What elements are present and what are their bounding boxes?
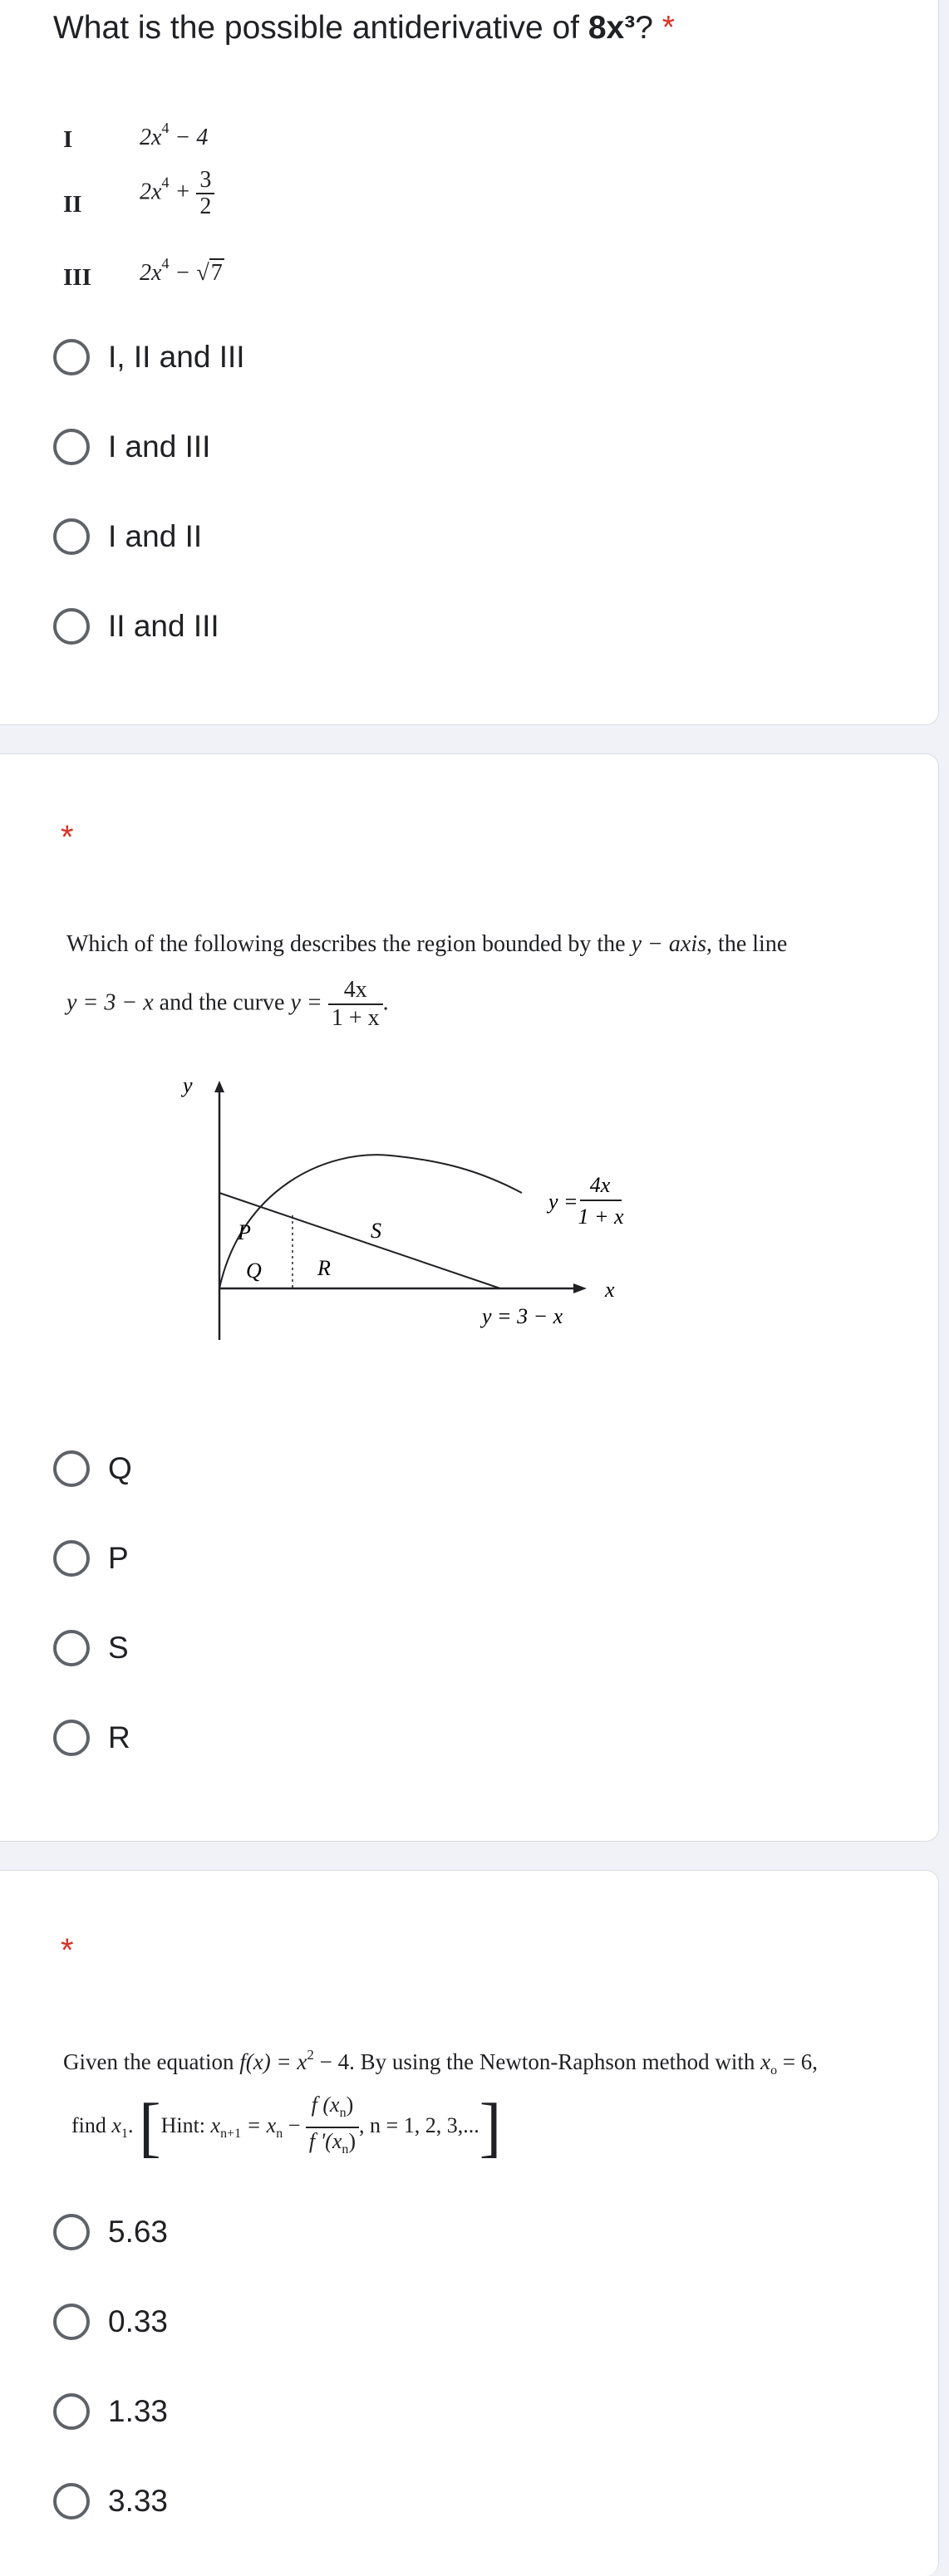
option-i-iii[interactable]: I and III — [53, 422, 801, 472]
question-card-2 — [0, 753, 939, 1842]
question-card-1 — [0, 0, 939, 725]
option-3-33[interactable]: 3.33 — [53, 2476, 801, 2526]
region-label-q: Q — [246, 1259, 262, 1283]
option-5-63[interactable]: 5.63 — [53, 2207, 801, 2257]
question-title: What is the possible antiderivative of 8x³? * — [53, 10, 675, 46]
statement-expression: $2x^4 - 4$ — [140, 120, 209, 150]
option-r[interactable]: R — [53, 1713, 801, 1763]
radio-button[interactable] — [53, 2304, 90, 2340]
option-i-ii[interactable]: I and II — [53, 512, 801, 562]
required-marker: * — [61, 1932, 74, 1969]
x-axis-label: x — [605, 1278, 615, 1302]
radio-button[interactable] — [53, 339, 90, 375]
required-marker: * — [61, 819, 74, 856]
radio-button[interactable] — [53, 429, 90, 465]
radio-button[interactable] — [53, 608, 90, 645]
region-graph — [158, 1074, 656, 1348]
curve-label — [546, 1173, 624, 1229]
option-0-33[interactable]: 0.33 — [53, 2297, 801, 2347]
statement-number: I — [63, 126, 73, 153]
line-label: y = 3 − x — [482, 1304, 563, 1328]
question-prompt-line-1: Given the equation $f(x) = x^2 - 4$. By using the Newton-Raphson method with $x_o = 6$, — [63, 2047, 819, 2078]
statement-expression: $2x^4 - √7$ — [140, 255, 223, 286]
option-i-ii-iii[interactable]: I, II and III — [53, 332, 801, 382]
x-axis-arrow-icon — [573, 1283, 587, 1293]
question-card-3 — [0, 1870, 939, 2576]
y-axis-label: y — [183, 1074, 193, 1097]
option-1-33[interactable]: 1.33 — [53, 2387, 801, 2436]
question-prompt-line-1: Which of the following describes the region bounded by the y − axis, the line — [66, 931, 788, 957]
option-p[interactable]: P — [53, 1533, 801, 1583]
radio-button[interactable] — [53, 1630, 90, 1666]
option-ii-iii[interactable]: II and III — [53, 601, 801, 651]
radio-button[interactable] — [53, 2214, 90, 2250]
required-marker: * — [661, 10, 675, 46]
region-label-s: S — [371, 1219, 381, 1243]
region-label-r: R — [317, 1256, 331, 1280]
svg-text:4x: 4x — [589, 1173, 611, 1197]
statement-number: II — [63, 191, 82, 218]
svg-text:y =: y = — [548, 1190, 578, 1214]
radio-button[interactable] — [53, 2393, 90, 2430]
question-prompt-line-2: y = 3 − x and the curve y = $\frac{4x}{1 + x}$ . — [66, 977, 389, 1031]
y-axis-arrow-icon — [214, 1081, 224, 1092]
svg-text:1 + x: 1 + x — [578, 1205, 624, 1229]
region-label-p: P — [238, 1220, 251, 1244]
question-prompt-line-2: find $x_1$. [Hint: $x_{n+1} = x_n$ − $\frac{f (x_n)}{f '(x_n)}$ , n = 1, 2, 3,...] — [71, 2091, 502, 2164]
statement-expression: $2x^4$ + $\frac{3}{2}$ — [140, 168, 214, 219]
radio-button[interactable] — [53, 1720, 90, 1756]
option-s[interactable]: S — [53, 1623, 801, 1673]
radio-button[interactable] — [53, 1540, 90, 1577]
radio-button[interactable] — [53, 518, 90, 555]
option-q[interactable]: Q — [53, 1444, 801, 1494]
statement-number: III — [63, 264, 91, 291]
radio-button[interactable] — [53, 1450, 90, 1487]
radio-button[interactable] — [53, 2483, 90, 2520]
